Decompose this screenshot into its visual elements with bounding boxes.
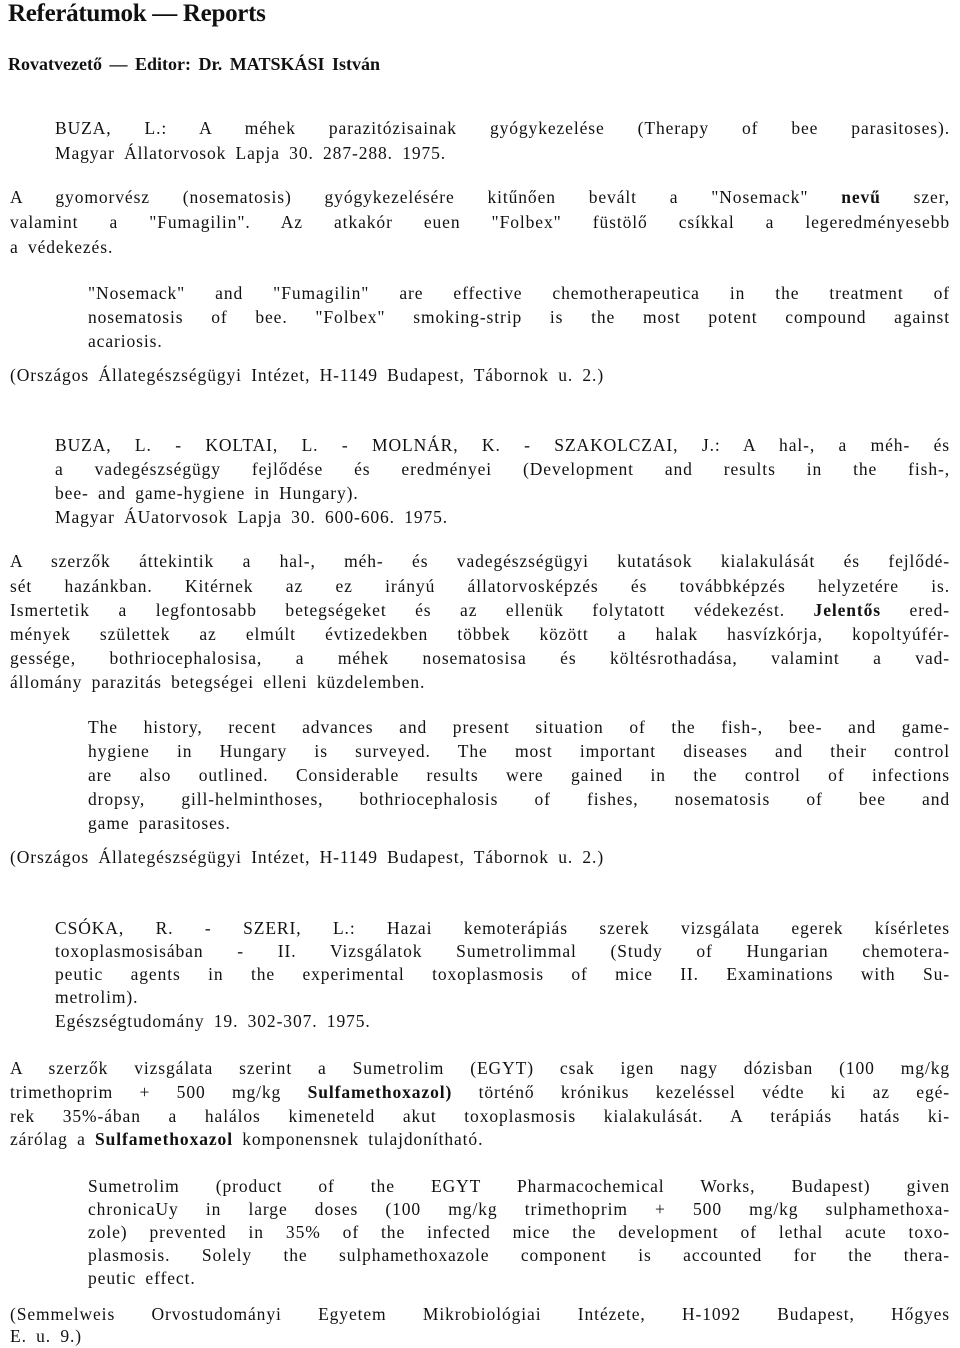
citation-line: BUZA, L. - KOLTAI, L. - MOLNÁR, K. - SZAKOLCZAI, J.: A hal-, a méh- és [55,435,950,455]
abstract-en-line: hygiene in Hungary is surveyed. The most important diseases and their control [88,741,950,761]
citation-line: Magyar ÁUatorvosok Lapja 30. 600-606. 1975. [55,507,449,527]
page-title: Referátumok — Reports [8,0,266,27]
abstract-hu-line: Ismertetik a legfontosabb betegségeket és az ellenük folytatott védekezést. Jelentős ered- [10,600,950,620]
abstract-en-line: dropsy, gill-helminthoses, bothriocephalosis of fishes, nosematosis of bee and [88,789,950,809]
citation-line: Egészségtudomány 19. 302-307. 1975. [55,1011,371,1031]
affiliation: (Országos Állategészségügyi Intézet, H-1149 Budapest, Tábornok u. 2.) [10,847,605,867]
affiliation: E. u. 9.) [10,1326,82,1346]
citation-line: bee- and game-hygiene in Hungary). [55,483,359,503]
citation-line: metrolim). [55,987,139,1007]
abstract-hu-line: zárólag a Sulfamethoxazol komponensnek tulajdonítható. [10,1129,484,1149]
abstract-hu-line: állomány parazitás betegségei elleni küzdelemben. [10,672,426,692]
abstract-en-line: plasmosis. Solely the sulphamethoxazole component is accounted for the thera- [88,1245,950,1265]
abstract-hu-line: mények születtek az elmúlt évtizedekben többek között a halak hasvízkórja, kopoltyúfér- [10,624,950,644]
affiliation: (Semmelweis Orvostudományi Egyetem Mikrobiológiai Intézete, H-1092 Budapest, Hőgyes [10,1304,950,1324]
citation-line: a vadegészségügy fejlődése és eredményei (Development and results in the fish-, [55,459,950,479]
abstract-hu-line: sét hazánkban. Kitérnek az ez irányú állatorvosképzés és továbbképzés helyzetére is. [10,576,950,596]
abstract-hu-line: a védekezés. [10,237,114,257]
citation-line: BUZA, L.: A méhek parazitózisainak gyógykezelése (Therapy of bee parasitoses). [55,118,950,138]
abstract-hu-line: rek 35%-ában a halálos kimeneteld akut toxoplasmosis kialakulását. A terápiás hatás ki- [10,1106,950,1126]
citation-line: Magyar Állatorvosok Lapja 30. 287-288. 1975. [55,143,447,163]
abstract-hu-line: A gyomorvész (nosematosis) gyógykezelésére kitűnően bevált a "Nosemack" nevű szer, [10,187,950,207]
abstract-hu-line: gessége, bothriocephalosisa, a méhek nosematosisa és költésrothadása, valamint a vad- [10,648,950,668]
abstract-hu-line: A szerzők vizsgálata szerint a Sumetrolim (EGYT) csak igen nagy dózisban (100 mg/kg [10,1058,950,1078]
citation-line: toxoplasmosisában - II. Vizsgálatok Sumetrolimmal (Study of Hungarian chemotera- [55,941,950,961]
abstract-en-line: acariosis. [88,331,163,351]
abstract-en-line: zole) prevented in 35% of the infected mice the development of lethal acute toxo- [88,1222,950,1242]
abstract-en-line: The history, recent advances and present situation of the fish-, bee- and game- [88,717,950,737]
abstract-en-line: nosematosis of bee. "Folbex" smoking-strip is the most potent compound against [88,307,950,327]
abstract-hu-line: trimethoprim + 500 mg/kg Sulfamethoxazol) történő krónikus kezeléssel védte ki az egé- [10,1082,950,1102]
section-editor: Rovatvezető — Editor: Dr. MATSKÁSI István [8,54,380,74]
abstract-en-line: peutic effect. [88,1268,196,1288]
abstract-en-line: are also outlined. Considerable results were gained in the control of infections [88,765,950,785]
citation-line: CSÓKA, R. - SZERI, L.: Hazai kemoterápiás szerek vizsgálata egerek kísérletes [55,918,950,938]
abstract-en-line: "Nosemack" and "Fumagilin" are effective chemotherapeutica in the treatment of [88,283,950,303]
abstract-en-line: Sumetrolim (product of the EGYT Pharmacochemical Works, Budapest) given [88,1176,950,1196]
abstract-hu-line: valamint a "Fumagilin". Az atkakór euen "Folbex" füstölő csíkkal a legeredményesebb [10,212,950,232]
abstract-en-line: game parasitoses. [88,813,231,833]
affiliation: (Országos Állategészségügyi Intézet, H-1149 Budapest, Tábornok u. 2.) [10,365,605,385]
abstract-hu-line: A szerzők áttekintik a hal-, méh- és vadegészségügyi kutatások kialakulását és fejlődé- [10,551,950,571]
abstract-en-line: chronicaUy in large doses (100 mg/kg trimethoprim + 500 mg/kg sulphamethoxa- [88,1199,950,1219]
citation-line: peutic agents in the experimental toxoplasmosis of mice II. Examinations with Su- [55,964,950,984]
